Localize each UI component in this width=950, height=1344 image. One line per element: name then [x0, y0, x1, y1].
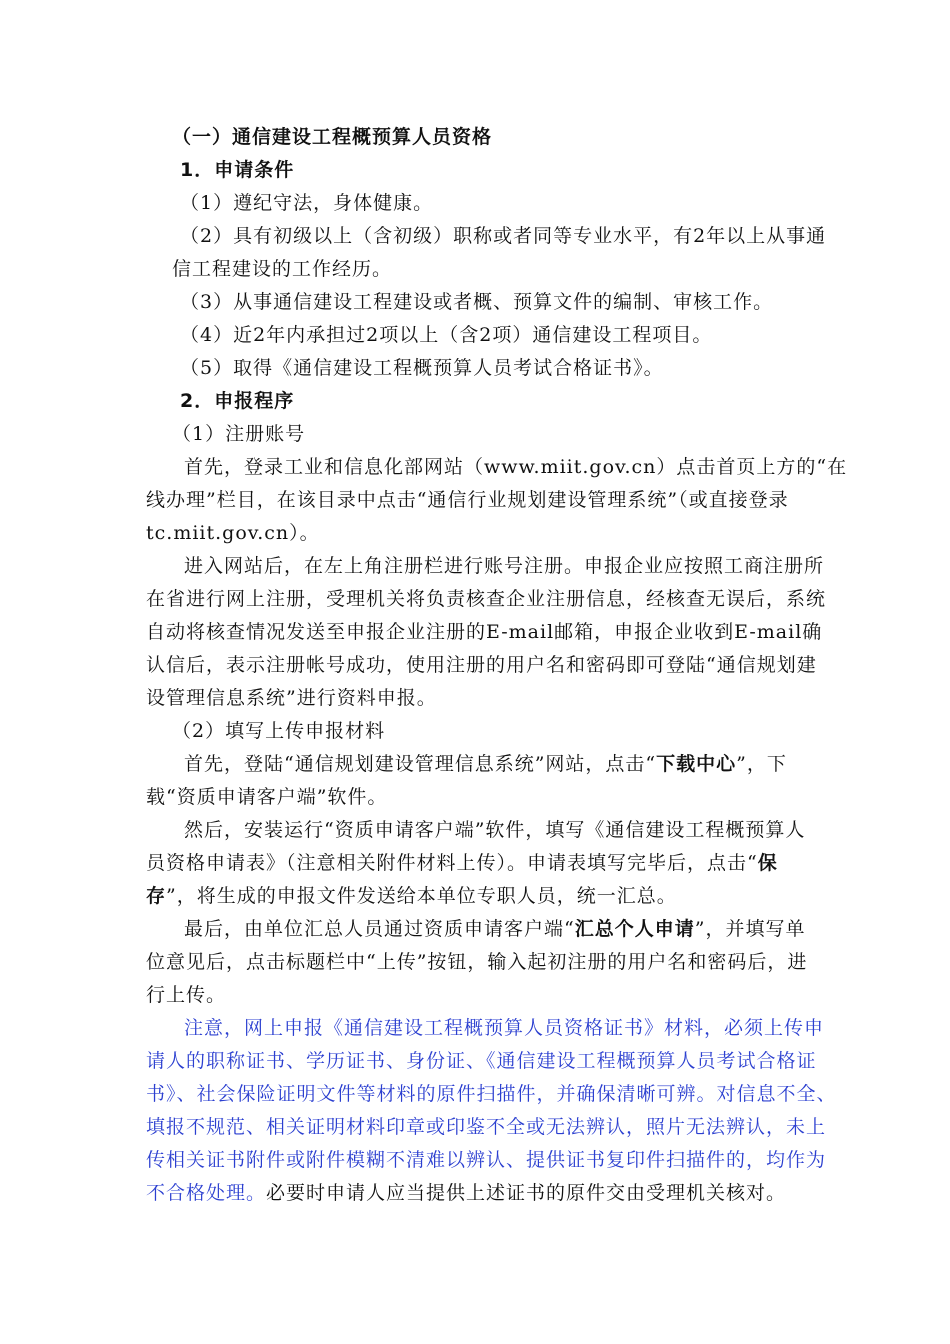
- condition-item: （5）取得《通信建设工程概预算人员考试合格证书》。: [180, 357, 664, 379]
- condition-item-continued: 信工程建设的工作经历。: [172, 258, 393, 280]
- text-run: 首先，登陆“通信规划建设管理信息系统”网站，点击“: [184, 753, 657, 775]
- note-line: 书》、社会保险证明文件等材料的原件扫描件，并确保清晰可辨。对信息不全、: [146, 1083, 837, 1105]
- paragraph-line: [146, 883, 677, 909]
- text-run: 最后，由单位汇总人员通过资质申请客户端“: [184, 918, 575, 940]
- condition-item: （3）从事通信建设工程建设或者概、预算文件的编制、审核工作。: [180, 291, 774, 313]
- text-run: 必要时申请人应当提供上述证书的原件交由受理机关核对。: [266, 1182, 787, 1204]
- note-text-run: 不合格处理。: [146, 1182, 267, 1204]
- save-emphasis: 保: [757, 852, 778, 874]
- paragraph-line: 设管理信息系统”进行资料申报。: [146, 687, 437, 709]
- download-center-emphasis: 下载中心: [656, 753, 737, 775]
- text-run: ”，下: [736, 753, 787, 775]
- save-emphasis: 存: [146, 885, 167, 907]
- subheading-register-account: （1）注册账号: [172, 423, 306, 445]
- paragraph-line: [184, 751, 787, 777]
- paragraph-line: 自动将核查情况发送至申报企业注册的E-mail邮箱，申报企业收到E-mail确: [146, 621, 823, 643]
- paragraph-line: [184, 916, 805, 942]
- note-line: [146, 1180, 786, 1206]
- paragraph-line: 首先，登录工业和信息化部网站（www.miit.gov.cn）点击首页上方的“在: [184, 456, 848, 478]
- summary-emphasis: 汇总个人申请: [574, 918, 695, 940]
- heading-application-conditions: 1．申请条件: [180, 159, 295, 181]
- note-line: 填报不规范、相关证明材料印章或印鉴不全或无法辨认，照片无法辨认，未上: [146, 1116, 827, 1138]
- paragraph-line: tc.miit.gov.cn）。: [146, 522, 320, 544]
- paragraph-line: 行上传。: [146, 984, 227, 1006]
- text-run: ”，并填写单: [694, 918, 806, 940]
- text-run: 员资格申请表》（注意相关附件材料上传）。申请表填写完毕后，点击“: [146, 852, 758, 874]
- paragraph-line: 然后，安装运行“资质申请客户端”软件，填写《通信建设工程概预算人: [184, 819, 806, 841]
- paragraph-line: 线办理”栏目，在该目录中点击“通信行业规划建设管理系统”（或直接登录: [146, 489, 789, 511]
- subheading-upload-materials: （2）填写上传申报材料: [172, 720, 386, 742]
- paragraph-line: 认信后，表示注册帐号成功，使用注册的用户名和密码即可登陆“通信规划建: [146, 654, 817, 676]
- section-title: （一）通信建设工程概预算人员资格: [172, 126, 493, 148]
- note-line: 注意，网上申报《通信建设工程概预算人员资格证书》材料，必须上传申: [184, 1017, 825, 1039]
- text-run: ”，将生成的申报文件发送给本单位专职人员，统一汇总。: [166, 885, 677, 907]
- heading-application-procedure: 2．申报程序: [180, 390, 295, 412]
- paragraph-line: 位意见后，点击标题栏中“上传”按钮，输入起初注册的用户名和密码后，进: [146, 951, 808, 973]
- paragraph-line: 在省进行网上注册，受理机关将负责核查企业注册信息，经核查无误后，系统: [146, 588, 827, 610]
- paragraph-line: 载“资质申请客户端”软件。: [146, 786, 388, 808]
- condition-item: （1）遵纪守法，身体健康。: [180, 192, 434, 214]
- note-line: 传相关证书附件或附件模糊不清难以辨认、提供证书复印件扫描件的，均作为: [146, 1149, 827, 1171]
- paragraph-line: 进入网站后，在左上角注册栏进行账号注册。申报企业应按照工商注册所: [184, 555, 825, 577]
- condition-item: （2）具有初级以上（含初级）职称或者同等专业水平，有2年以上从事通: [180, 225, 827, 247]
- paragraph-line: [146, 850, 778, 876]
- note-line: 请人的职称证书、学历证书、身份证、《通信建设工程概预算人员考试合格证: [146, 1050, 817, 1072]
- condition-item: （4）近2年内承担过2项以上（含2项）通信建设工程项目。: [180, 324, 713, 346]
